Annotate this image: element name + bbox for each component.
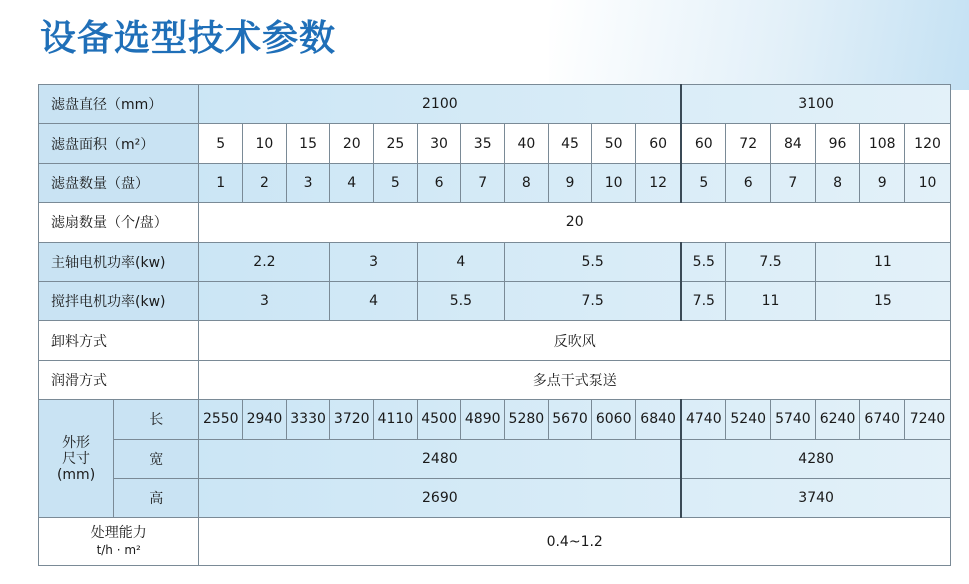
area-cell: 60 xyxy=(681,124,726,163)
dim-length-cell: 6060 xyxy=(592,400,636,439)
stir-motor-cell: 7.5 xyxy=(681,282,726,321)
discs-cell: 10 xyxy=(592,163,636,202)
area-cell: 5 xyxy=(199,124,243,163)
capacity-label-text: 处理能力 xyxy=(90,525,147,542)
area-cell: 120 xyxy=(905,124,951,163)
lube-label: 润滑方式 xyxy=(39,360,199,399)
discs-cell: 12 xyxy=(636,163,682,202)
dims-label-text: 外形尺寸(mm) xyxy=(56,434,96,483)
fans-label: 滤扇数量（个/盘） xyxy=(39,203,199,242)
stir-motor-cell: 7.5 xyxy=(505,282,682,321)
row-main-motor xyxy=(39,242,951,281)
discs-label: 滤盘数量（盘） xyxy=(39,163,199,202)
page-title: 设备选型技术参数 xyxy=(40,18,337,59)
stir-motor-cell: 15 xyxy=(815,282,950,321)
dim-length-cell: 2550 xyxy=(199,400,243,439)
diameter-label: 滤盘直径（mm） xyxy=(39,85,199,124)
dim-length-cell: 4740 xyxy=(681,400,726,439)
capacity-unit: t/h · m² xyxy=(96,542,141,557)
discs-cell: 9 xyxy=(548,163,592,202)
discs-cell: 3 xyxy=(286,163,330,202)
discs-cell: 6 xyxy=(726,163,771,202)
dim-length-cell: 3720 xyxy=(330,400,374,439)
area-cell: 108 xyxy=(860,124,905,163)
dim-length-cell: 6840 xyxy=(636,400,682,439)
dim-width-3100: 4280 xyxy=(681,439,950,478)
dim-length-label: 长 xyxy=(114,400,199,439)
stir-motor-label: 搅拌电机功率(kw) xyxy=(39,282,199,321)
area-cell: 45 xyxy=(548,124,592,163)
area-cell: 72 xyxy=(726,124,771,163)
discharge-label: 卸料方式 xyxy=(39,321,199,360)
area-cell: 40 xyxy=(505,124,549,163)
dim-length-cell: 6240 xyxy=(815,400,860,439)
main-motor-cell: 11 xyxy=(815,242,950,281)
dim-length-cell: 6740 xyxy=(860,400,905,439)
row-lube xyxy=(39,360,951,399)
dims-label xyxy=(39,400,114,518)
area-cell: 10 xyxy=(243,124,287,163)
dim-length-cell: 4110 xyxy=(374,400,418,439)
row-dim-height xyxy=(39,479,951,518)
main-motor-cell: 5.5 xyxy=(505,242,682,281)
discs-cell: 6 xyxy=(417,163,461,202)
row-discharge xyxy=(39,321,951,360)
stir-motor-cell: 3 xyxy=(199,282,330,321)
area-cell: 25 xyxy=(374,124,418,163)
discs-cell: 2 xyxy=(243,163,287,202)
diameter-2100: 2100 xyxy=(199,85,681,124)
dim-length-cell: 5280 xyxy=(505,400,549,439)
area-cell: 20 xyxy=(330,124,374,163)
dim-length-cell: 5670 xyxy=(548,400,592,439)
area-cell: 60 xyxy=(636,124,682,163)
main-motor-cell: 3 xyxy=(330,242,417,281)
main-motor-cell: 2.2 xyxy=(199,242,330,281)
dim-length-cell: 5740 xyxy=(771,400,816,439)
area-cell: 96 xyxy=(815,124,860,163)
dim-length-cell: 7240 xyxy=(905,400,951,439)
area-cell: 35 xyxy=(461,124,505,163)
stir-motor-cell: 11 xyxy=(726,282,815,321)
discs-cell: 5 xyxy=(374,163,418,202)
area-cell: 84 xyxy=(771,124,816,163)
dim-length-cell: 4500 xyxy=(417,400,461,439)
dim-width-2100: 2480 xyxy=(199,439,681,478)
dim-length-cell: 2940 xyxy=(243,400,287,439)
area-cell: 15 xyxy=(286,124,330,163)
diameter-3100: 3100 xyxy=(681,85,950,124)
discharge-value: 反吹风 xyxy=(199,321,951,360)
dim-width-label: 宽 xyxy=(114,439,199,478)
discs-cell: 8 xyxy=(505,163,549,202)
dim-length-cell: 4890 xyxy=(461,400,505,439)
lube-value: 多点干式泵送 xyxy=(199,360,951,399)
row-fans xyxy=(39,203,951,242)
row-area xyxy=(39,124,951,163)
row-discs xyxy=(39,163,951,202)
discs-cell: 9 xyxy=(860,163,905,202)
main-motor-label: 主轴电机功率(kw) xyxy=(39,242,199,281)
dim-height-3100: 3740 xyxy=(681,479,950,518)
capacity-value: 0.4~1.2 xyxy=(199,518,951,566)
row-dim-length xyxy=(39,400,951,439)
row-stir-motor xyxy=(39,282,951,321)
discs-cell: 5 xyxy=(681,163,726,202)
discs-cell: 7 xyxy=(771,163,816,202)
fans-value: 20 xyxy=(199,203,951,242)
discs-cell: 8 xyxy=(815,163,860,202)
main-motor-cell: 7.5 xyxy=(726,242,815,281)
dim-length-cell: 5240 xyxy=(726,400,771,439)
dim-height-label: 高 xyxy=(114,479,199,518)
spec-table xyxy=(38,84,951,566)
area-cell: 50 xyxy=(592,124,636,163)
discs-cell: 7 xyxy=(461,163,505,202)
main-motor-cell: 5.5 xyxy=(681,242,726,281)
discs-cell: 1 xyxy=(199,163,243,202)
row-dim-width xyxy=(39,439,951,478)
area-label: 滤盘面积（m²） xyxy=(39,124,199,163)
dim-height-2100: 2690 xyxy=(199,479,681,518)
capacity-label xyxy=(39,518,199,566)
row-diameter xyxy=(39,85,951,124)
discs-cell: 4 xyxy=(330,163,374,202)
row-capacity xyxy=(39,518,951,566)
background-glow xyxy=(549,0,969,90)
stir-motor-cell: 4 xyxy=(330,282,417,321)
stir-motor-cell: 5.5 xyxy=(417,282,504,321)
discs-cell: 10 xyxy=(905,163,951,202)
main-motor-cell: 4 xyxy=(417,242,504,281)
area-cell: 30 xyxy=(417,124,461,163)
dim-length-cell: 3330 xyxy=(286,400,330,439)
